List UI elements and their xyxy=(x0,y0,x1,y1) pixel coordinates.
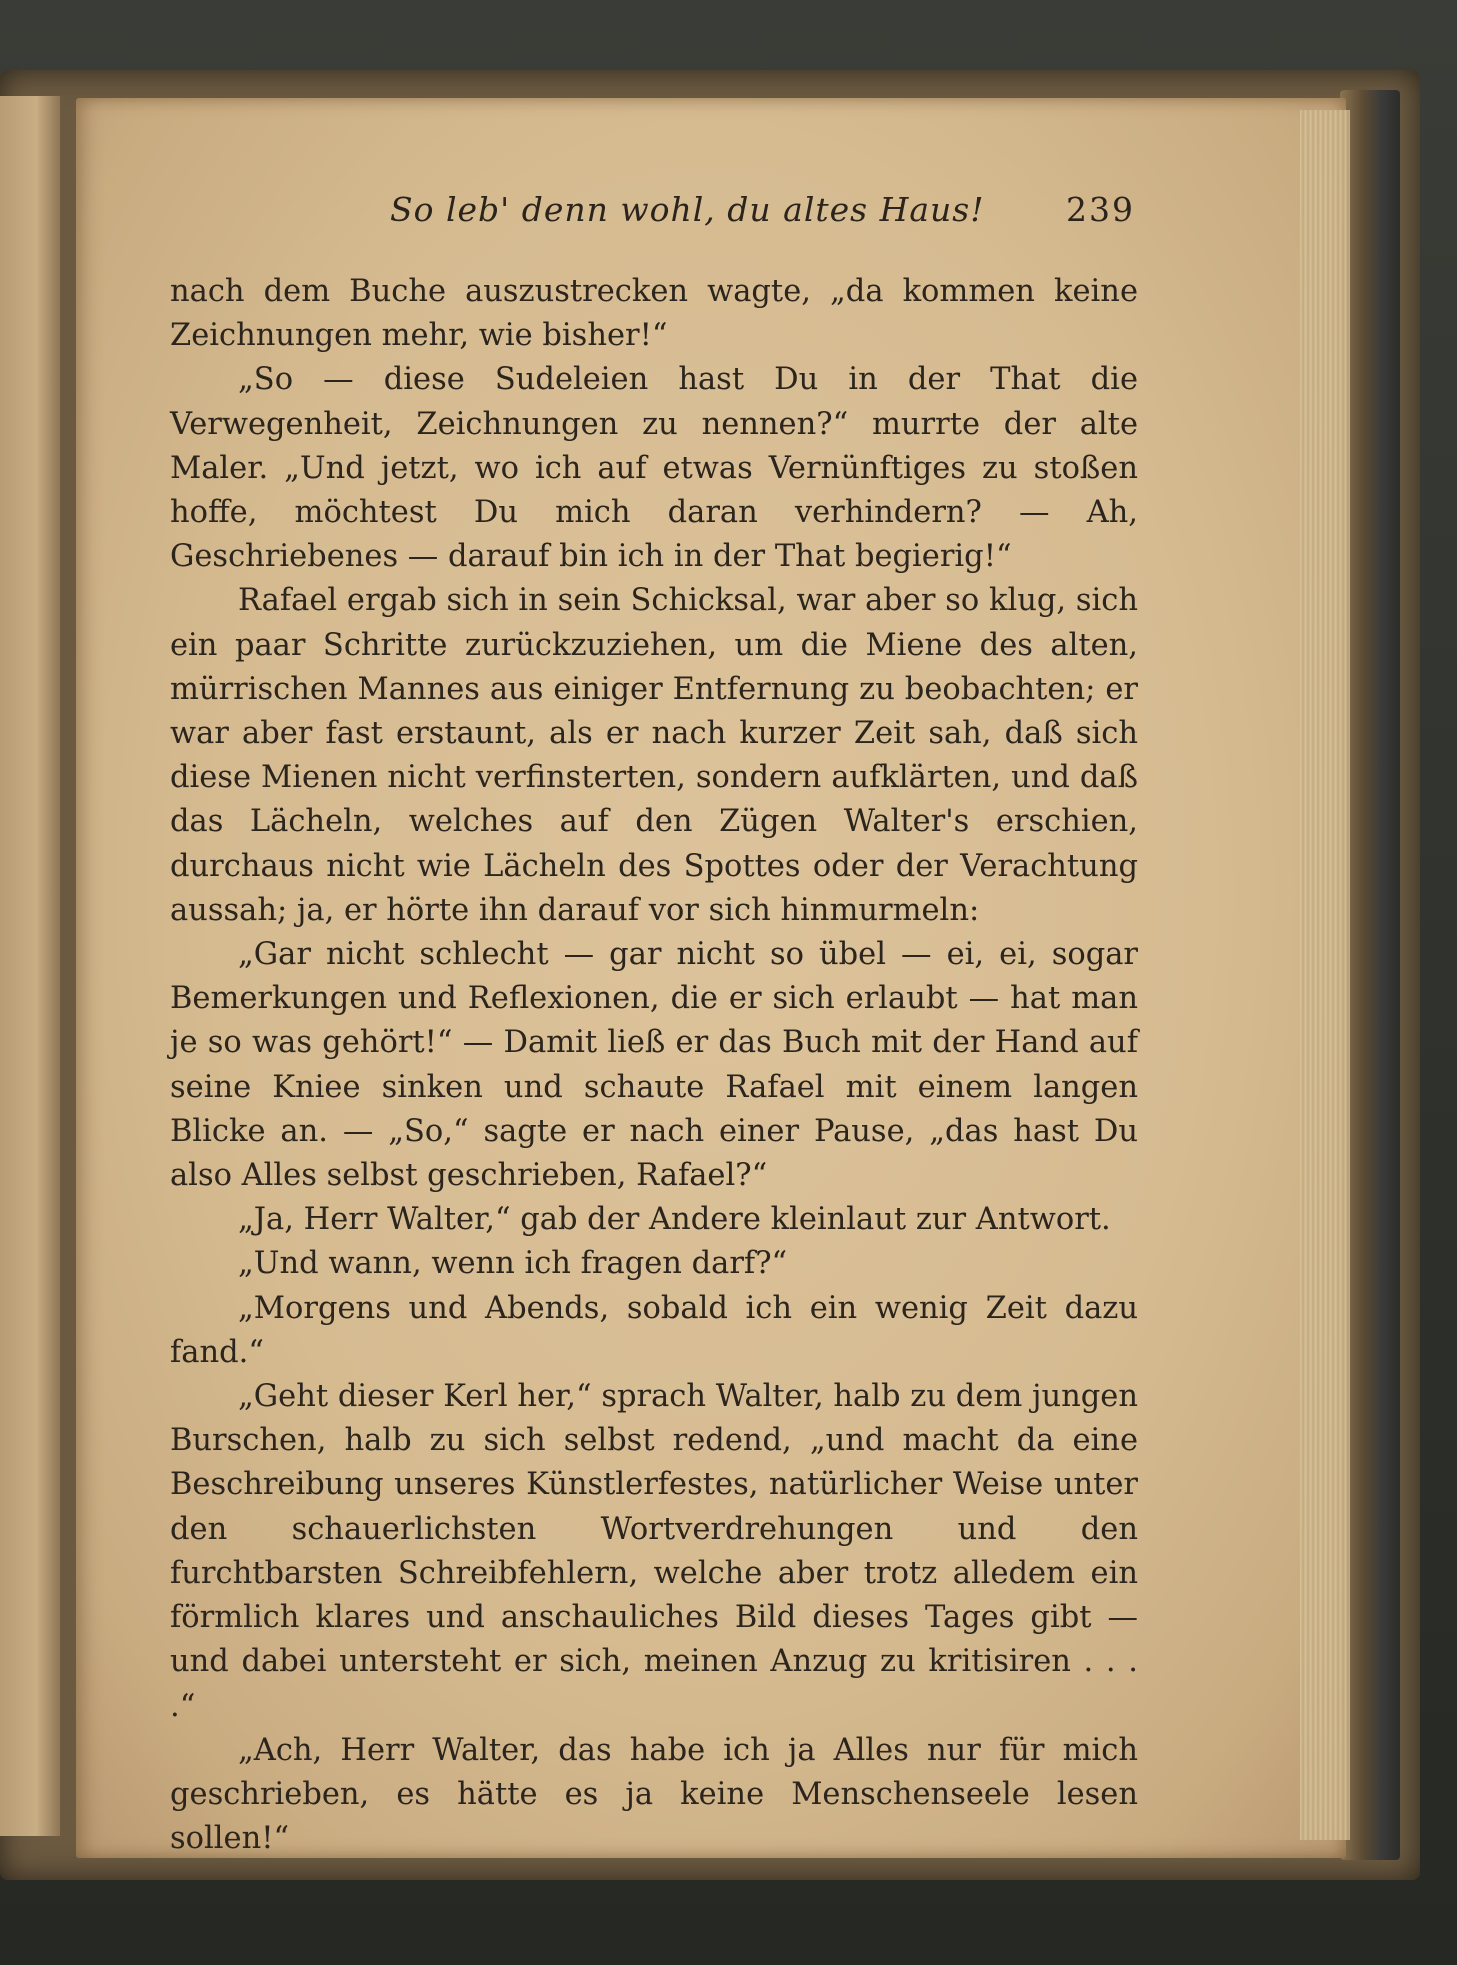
left-page-edge xyxy=(0,96,62,1836)
paragraph: „Und wann, wenn ich fragen darf?“ xyxy=(238,1246,788,1282)
running-head xyxy=(170,190,1135,240)
paragraph: nach dem Buche auszustrecken wagte, „da kommen keine Zeichnungen mehr, wie bisher!“ xyxy=(170,274,1138,354)
body-text xyxy=(170,270,1138,1861)
paragraph: „Ach, Herr Walter, das habe ich ja Alles nur für mich geschrieben, es hätte es ja keine Menschenseele lesen sollen!“ xyxy=(170,1732,1138,1857)
paragraph: „Morgens und Abends, sobald ich ein wenig Zeit dazu fand.“ xyxy=(170,1290,1138,1370)
paragraph: „Ja, Herr Walter,“ gab der Andere kleinlaut zur Antwort. xyxy=(238,1202,1111,1238)
paragraph: „Gar nicht schlecht — gar nicht so übel — ei, ei, sogar Bemerkungen und Reflexionen, die er sich erlaubt — hat man je so was gehört!“ — Damit ließ er das Buch mit der Hand auf seine Kniee sinken und schaute Rafael mit einem langen Blicke an. — „So,“ sagte er nach einer Pause, „das hast Du also Alles selbst geschrieben, Rafael?“ xyxy=(170,937,1138,1194)
paragraph: „Geht dieser Kerl her,“ sprach Walter, halb zu dem jungen Burschen, halb zu sich selbst redend, „und macht da eine Beschreibung unseres Künstlerfestes, natürlicher Weise unter den schauerlichsten Wortverdrehungen und den furchtbarsten Schreibfehlern, welche aber trotz alledem ein förmlich klares und anschauliches Bild dieses Tages gibt — und dabei untersteht er sich, meinen Anzug zu kritisiren . . . .“ xyxy=(170,1379,1138,1724)
running-title: So leb' denn wohl, du altes Haus! xyxy=(390,190,985,229)
page-number: 239 xyxy=(1066,190,1135,229)
page-stack-edges xyxy=(1300,110,1350,1840)
paragraph: „So — diese Sudeleien hast Du in der That die Verwegenheit, Zeichnungen zu nennen?“ murrte der alte Maler. „Und jetzt, wo ich auf etwas Vernünftiges zu stoßen hoffe, möchtest Du mich daran verhindern? — Ah, Geschriebenes — darauf bin ich in der That begierig!“ xyxy=(170,362,1138,575)
paragraph: Rafael ergab sich in sein Schicksal, war aber so klug, sich ein paar Schritte zurückzuziehen, um die Miene des alten, mürrischen Mannes aus einiger Entfernung zu beobachten; er war aber fast erstaunt, als er nach kurzer Zeit sah, daß sich diese Mienen nicht verfinsterten, sondern aufklärten, und daß das Lächeln, welches auf den Zügen Walter's erschien, durchaus nicht wie Lächeln des Spottes oder der Verachtung aussah; ja, er hörte ihn darauf vor sich hinmurmeln: xyxy=(170,583,1138,928)
